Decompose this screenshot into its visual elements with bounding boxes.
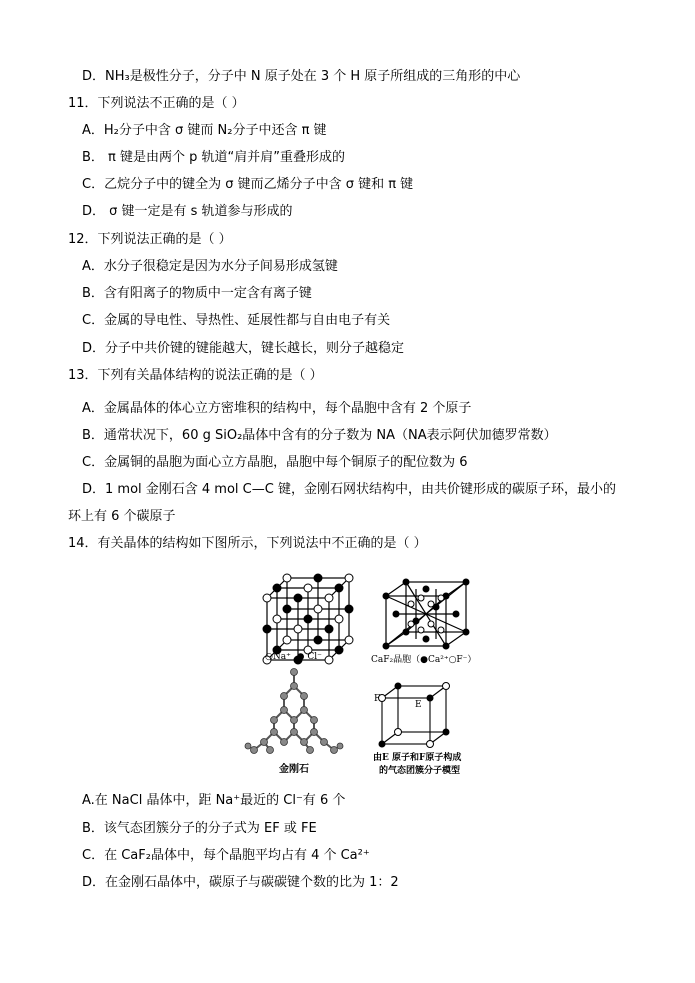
q14-option-b: B．该气态团簇分子的分子式为 EF 或 FE xyxy=(82,821,317,836)
q14-option-a: A.在 NaCl 晶体中，距 Na⁺最近的 Cl⁻有 6 个 xyxy=(82,793,346,808)
q11-option-b: B． π 键是由两个 p 轨道“肩并肩”重叠形成的 xyxy=(82,150,345,165)
q13-option-a: A．金属晶体的体心立方密堆积的结构中，每个晶胞中含有 2 个原子 xyxy=(82,401,472,416)
na-ion-legend-icon: ○ xyxy=(265,652,273,662)
q12-option-d: D．分子中共价键的键能越大，键长越长，则分子越稳定 xyxy=(82,341,405,356)
cluster-label-e: E xyxy=(415,700,422,710)
cluster-caption-line1: 由E 原子和F原子构成 xyxy=(373,753,462,763)
q10-option-d: D．NH₃是极性分子，分子中 N 原子处在 3 个 H 原子所组成的三角形的中心 xyxy=(82,69,521,84)
cluster-caption-line2: 的气态团簇分子模型 xyxy=(379,766,461,776)
q12-option-a: A．水分子很稳定是因为水分子间易形成氢键 xyxy=(82,259,338,274)
q11-stem: 11．下列说法不正确的是（ ） xyxy=(68,96,245,111)
diamond-caption: 金刚石 xyxy=(279,764,309,775)
nacl-legend xyxy=(265,652,322,662)
cluster-molecule-model xyxy=(372,680,456,748)
q13-stem: 13．下列有关晶体结构的说法正确的是（ ） xyxy=(68,368,323,383)
q11-option-c: C．乙烷分子中的键全为 σ 键而乙烯分子中含 σ 键和 π 键 xyxy=(82,177,414,192)
diamond-crystal-structure xyxy=(240,666,348,756)
q11-option-a: A．H₂分子中含 σ 键而 N₂分子中还含 π 键 xyxy=(82,123,327,138)
q14-option-d: D．在金刚石晶体中，碳原子与碳碳键个数的比为 1：2 xyxy=(82,875,399,890)
q11-option-d: D． σ 键一定是有 s 轨道参与形成的 xyxy=(82,204,293,219)
q13-option-d: D．1 mol 金刚石含 4 mol C—C 键，金刚石网状结构中，由共价键形成的碳原子环，最小的 xyxy=(82,482,616,497)
na-ion-label: Na⁺ xyxy=(272,652,291,662)
q12-option-c: C．金属的导电性、导热性、延展性都与自由电子有关 xyxy=(82,313,391,328)
cl-ion-label: Cl⁻ xyxy=(307,652,322,662)
q13-option-c: C．金属铜的晶胞为面心立方晶胞，晶胞中每个铜原子的配位数为 6 xyxy=(82,455,468,470)
caf2-crystal-structure xyxy=(378,578,470,650)
cluster-label-f: F xyxy=(374,694,381,704)
caf2-caption: CaF₂晶胞（●Ca²⁺○F⁻） xyxy=(371,655,477,665)
q12-stem: 12．下列说法正确的是（ ） xyxy=(68,232,232,247)
q13-option-b: B．通常状况下，60 g SiO₂晶体中含有的分子数为 NA（NA表示阿伏加德罗常数） xyxy=(82,428,557,443)
q14-option-c: C．在 CaF₂晶体中，每个晶胞平均占有 4 个 Ca²⁺ xyxy=(82,848,370,863)
cl-ion-legend-icon: ● xyxy=(296,652,305,662)
q14-stem: 14．有关晶体的结构如下图所示，下列说法中不正确的是（ ） xyxy=(68,536,427,551)
q12-option-b: B．含有阳离子的物质中一定含有离子键 xyxy=(82,286,312,301)
nacl-crystal-structure xyxy=(255,570,355,665)
q13-option-d-continued: 环上有 6 个碳原子 xyxy=(68,509,176,524)
